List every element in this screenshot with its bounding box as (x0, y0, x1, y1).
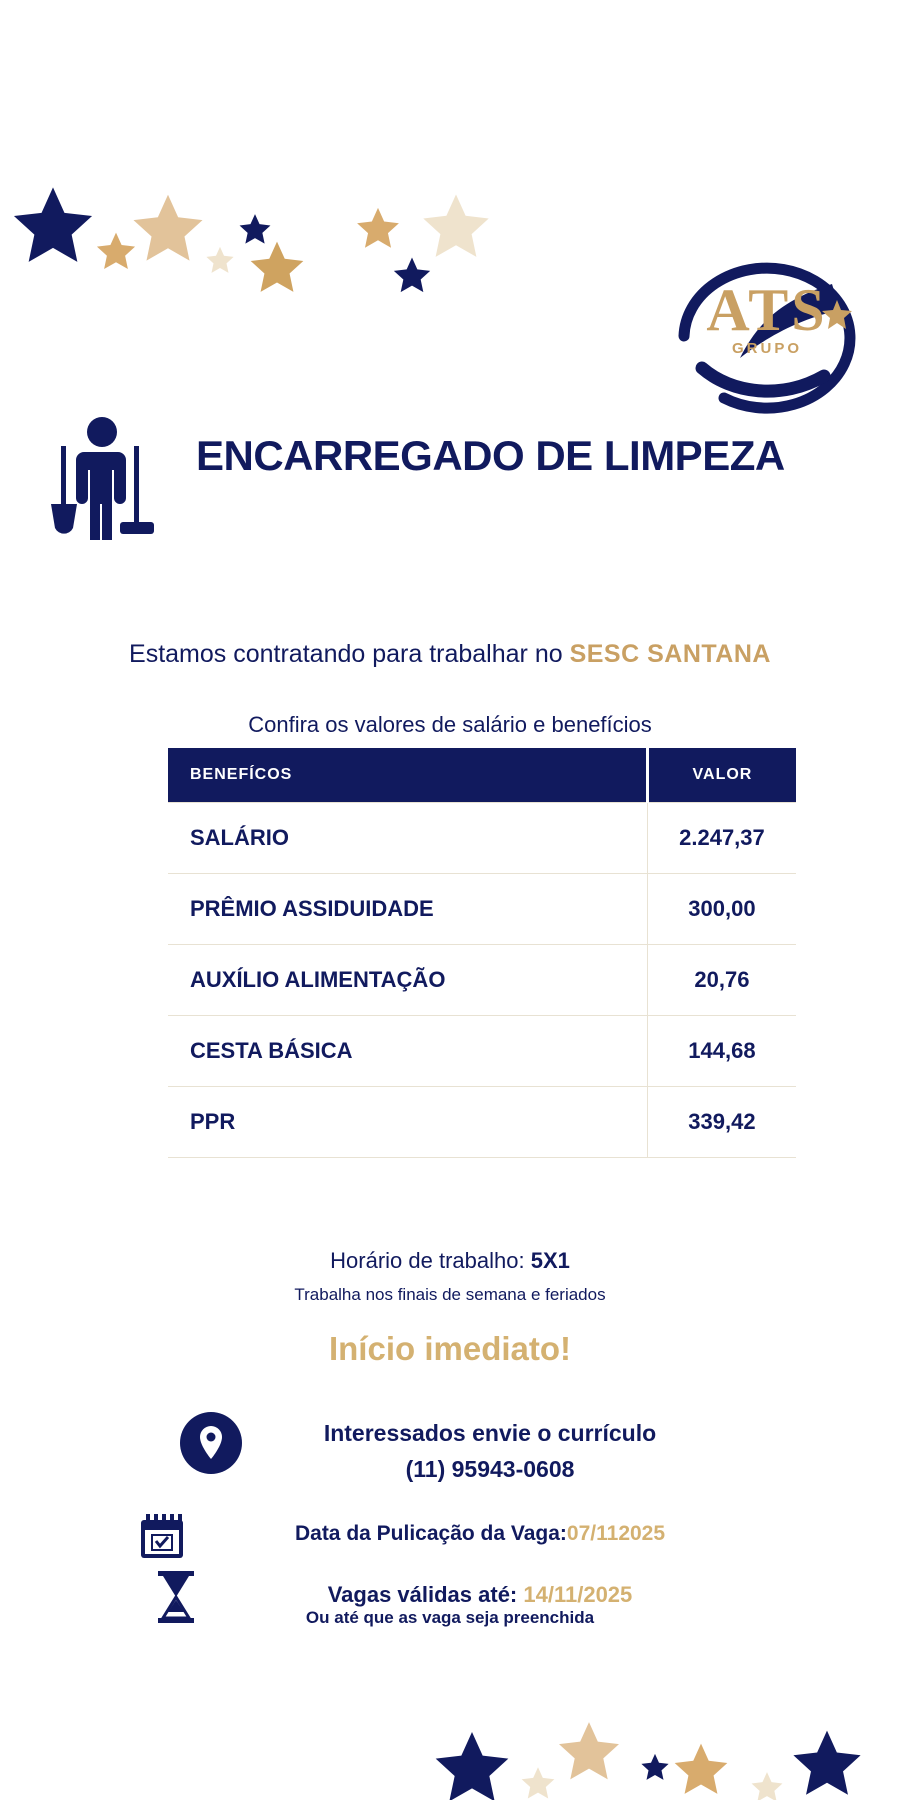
table-row (168, 945, 796, 1016)
final-note: Ou até que as vaga seja preenchida (305, 1608, 595, 1627)
logo-brand: ATS (706, 277, 828, 343)
decorative-star-icon (432, 1727, 512, 1800)
schedule-label: Horário de trabalho: (330, 1248, 531, 1273)
benefits-table (168, 748, 796, 1158)
benefit-name: AUXÍLIO ALIMENTAÇÃO (168, 945, 647, 1016)
intro-text (0, 640, 900, 669)
logo-sub: GRUPO (731, 340, 802, 357)
decorative-star-icon (750, 1770, 784, 1800)
column-header-benefit: BENEFÍCOS (168, 748, 647, 803)
decorative-star-icon (205, 245, 235, 275)
decorative-star-icon (520, 1765, 556, 1800)
title-row (0, 410, 900, 550)
contact-phone[interactable]: (11) 95943-0608 (405, 1456, 575, 1482)
decorative-star-icon (355, 205, 401, 251)
valid-until-text (200, 1582, 760, 1608)
benefit-value: 20,76 (647, 945, 796, 1016)
schedule-note: Trabalha nos finais de semana e feriados (294, 1285, 606, 1304)
schedule-shift: 5X1 (530, 1248, 570, 1273)
publication-date-label: Data da Pulicação da Vaga: (294, 1522, 567, 1545)
benefit-name: SALÁRIO (168, 803, 647, 874)
calendar-check-icon (135, 1510, 189, 1569)
benefit-name: PPR (168, 1087, 647, 1158)
contact-block (0, 1412, 900, 1492)
start-immediately-text: Início imediato! (328, 1330, 572, 1367)
table-header-row (168, 748, 796, 803)
intro-place: SESC SANTANA (569, 640, 771, 668)
decorative-star-icon (556, 1718, 622, 1784)
benefit-value: 339,42 (647, 1087, 796, 1158)
decorative-star-icon (790, 1726, 864, 1800)
contact-instruction: Interessados envie o currículo (323, 1420, 657, 1446)
valid-until-label: Vagas válidas até: (327, 1582, 524, 1607)
decorative-star-icon (10, 182, 96, 268)
decorative-star-icon (672, 1740, 730, 1798)
table-caption: Confira os valores de salário e benefícios (248, 712, 652, 737)
benefit-name: CESTA BÁSICA (168, 1016, 647, 1087)
location-pin-icon (180, 1412, 242, 1479)
publication-date-row (0, 1512, 900, 1568)
column-header-value: VALOR (647, 748, 796, 803)
table-row (168, 1016, 796, 1087)
publication-date-text (200, 1522, 760, 1546)
publication-date-value: 07/112025 (566, 1522, 666, 1545)
benefit-value: 300,00 (647, 874, 796, 945)
intro-text-before: Estamos contratando para trabalhar no (129, 640, 570, 668)
schedule-line (0, 1248, 900, 1274)
decorative-star-icon (420, 190, 492, 262)
cleaning-worker-icon (46, 416, 156, 556)
table-row (168, 874, 796, 945)
page-title: ENCARREGADO DE LIMPEZA (196, 432, 785, 479)
table-row (168, 1087, 796, 1158)
decorative-star-icon (130, 190, 206, 266)
valid-until-value: 14/11/2025 (523, 1582, 633, 1607)
table-row (168, 803, 796, 874)
benefit-value: 2.247,37 (647, 803, 796, 874)
decorative-star-icon (640, 1752, 670, 1782)
benefit-value: 144,68 (647, 1016, 796, 1087)
decorative-star-icon (248, 238, 306, 296)
benefit-name: PRÊMIO ASSIDUIDADE (168, 874, 647, 945)
ats-logo-icon (662, 248, 872, 423)
